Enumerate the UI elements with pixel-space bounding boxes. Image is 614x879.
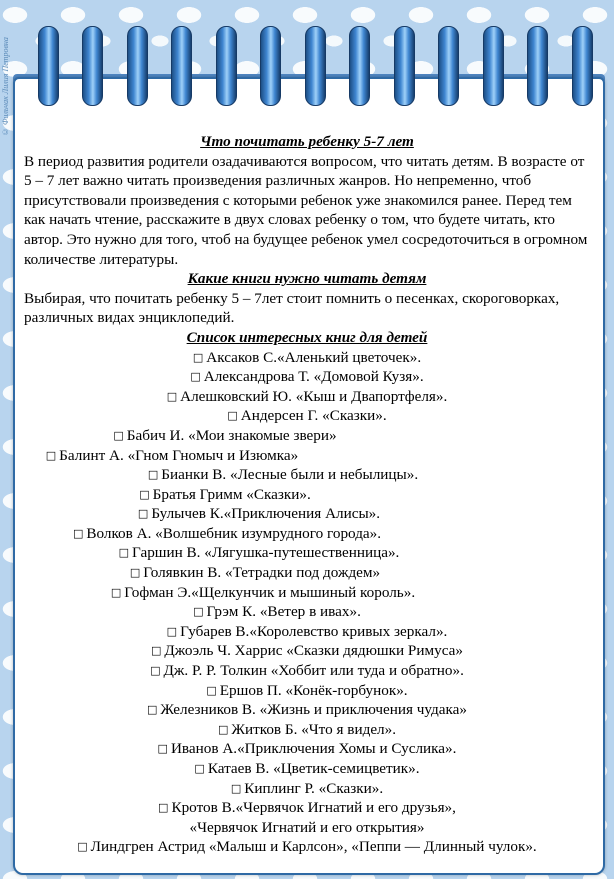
book-list-item bbox=[24, 661, 590, 681]
book-title: Голявкин В. «Тетрадки под дождем» bbox=[143, 564, 381, 582]
book-list-item bbox=[24, 739, 590, 759]
bullet-icon: □ bbox=[227, 409, 238, 423]
book-title: Бианки В. «Лесные были и небылицы». bbox=[161, 466, 419, 484]
book-list-item-continuation: «Червячок Игнатий и его открытия» bbox=[189, 818, 425, 836]
binding-ring bbox=[438, 26, 459, 106]
bullet-icon: □ bbox=[190, 370, 201, 384]
book-title: Джоэль Ч. Харрис «Сказки дядюшки Римуса» bbox=[164, 642, 463, 660]
bullet-icon: □ bbox=[206, 683, 217, 697]
book-list-item bbox=[0, 504, 542, 524]
book-list-item bbox=[24, 759, 590, 779]
binding-ring bbox=[260, 26, 281, 106]
bullet-icon: □ bbox=[150, 664, 161, 678]
binding-ring bbox=[305, 26, 326, 106]
bullet-icon: □ bbox=[129, 566, 141, 580]
book-list-item bbox=[0, 543, 542, 563]
bullet-icon: □ bbox=[139, 487, 150, 501]
heading-what-to-read: Что почитать ребенку 5-7 лет bbox=[200, 133, 414, 150]
book-list-item bbox=[0, 465, 566, 485]
bullet-icon: □ bbox=[192, 350, 204, 364]
binding-ring bbox=[171, 26, 192, 106]
book-title: Железников В. «Жизнь и приключения чудака» bbox=[160, 701, 467, 719]
book-list-item bbox=[24, 681, 590, 701]
bullet-icon: □ bbox=[230, 781, 242, 795]
book-list-item bbox=[24, 837, 590, 857]
book-title: Балинт А. «Гном Гномыч и Изюмка» bbox=[59, 446, 299, 464]
bullet-icon: □ bbox=[151, 644, 162, 658]
bullet-icon: □ bbox=[113, 428, 124, 442]
book-title: Гаршин В. «Лягушка-путешественница». bbox=[132, 544, 400, 562]
book-title: Кротов В.«Червячок Игнатий и его друзья», bbox=[171, 799, 456, 817]
book-list-item bbox=[0, 446, 455, 466]
book-list-item bbox=[24, 779, 590, 799]
book-title: Житков Б. «Что я видел». bbox=[231, 720, 397, 738]
book-list-item bbox=[24, 367, 590, 387]
bullet-icon: □ bbox=[77, 840, 88, 854]
binding-ring bbox=[38, 26, 59, 106]
book-title: Киплинг Р. «Сказки». bbox=[244, 779, 384, 797]
bullet-icon: □ bbox=[166, 389, 178, 403]
book-title: Александрова Т. «Домовой Кузя». bbox=[203, 368, 424, 386]
bullet-icon: □ bbox=[45, 448, 57, 462]
bullet-icon: □ bbox=[194, 762, 205, 775]
book-title: Грэм К. «Ветер в ивах». bbox=[206, 603, 361, 621]
book-list-item bbox=[0, 524, 510, 544]
bullet-icon: □ bbox=[137, 507, 149, 521]
page-content bbox=[24, 132, 590, 857]
bullet-icon: □ bbox=[147, 468, 159, 482]
binding-ring bbox=[394, 26, 415, 106]
book-list-item bbox=[24, 798, 590, 818]
book-list-item bbox=[24, 348, 590, 368]
binding-ring bbox=[527, 26, 548, 106]
bullet-icon: □ bbox=[147, 703, 158, 717]
bullet-icon: □ bbox=[217, 722, 229, 736]
book-title: Дж. Р. Р. Толкин «Хоббит или туда и обратно». bbox=[163, 662, 464, 680]
book-title: Иванов А.«Приключения Хомы и Суслика». bbox=[170, 740, 457, 758]
binding-ring bbox=[483, 26, 504, 106]
book-title: Губарев В.«Королевство кривых зеркал». bbox=[180, 622, 448, 640]
book-list-item bbox=[0, 602, 560, 622]
intro-paragraph: В период развития родители озадачиваются вопросом, что читать детям. В возрасте от 5 – 7 лет важно читать произведения различных жанров. Но непременно, чтоб присутствовали произведения с которыми ребенок уже знакомился ранее. Перед тем как начать чтение, расскажите в двух словах ребенку о том, что будете читать, кто автор. Это нужно для того, чтоб на будущее ребенок умел сосредоточиться в огромном количестве литературы. bbox=[24, 152, 588, 268]
book-title: Волков А. «Волшебник изумрудного города». bbox=[86, 524, 382, 542]
book-list-item bbox=[24, 406, 590, 426]
book-list-item bbox=[0, 426, 508, 446]
bullet-icon: □ bbox=[72, 526, 84, 540]
binding-ring bbox=[572, 26, 593, 106]
book-list bbox=[24, 348, 590, 857]
book-title: Алешковский Ю. «Кыш и Двапортфеля». bbox=[180, 387, 448, 405]
book-title: Гофман Э.«Щелкунчик и мышиный король». bbox=[124, 583, 416, 601]
heading-which-books: Какие книги нужно читать детям bbox=[187, 270, 427, 288]
book-list-item bbox=[24, 622, 590, 642]
bullet-icon: □ bbox=[166, 624, 178, 638]
heading-book-list: Список интересных книг для детей bbox=[186, 328, 428, 346]
book-list-item bbox=[0, 563, 538, 583]
binding-ring bbox=[82, 26, 103, 106]
book-title: Братья Гримм «Сказки». bbox=[152, 485, 311, 503]
bullet-icon: □ bbox=[110, 585, 122, 599]
book-list-item bbox=[24, 700, 590, 720]
advice-paragraph: Выбирая, что почитать ребенку 5 – 7лет стоит помнить о песенках, скороговорках, различных видах энциклопедий. bbox=[24, 289, 560, 327]
bullet-icon: □ bbox=[157, 742, 168, 756]
book-title: Андерсен Г. «Сказки». bbox=[240, 407, 387, 425]
binding-ring bbox=[216, 26, 237, 106]
binding-ring bbox=[127, 26, 148, 106]
book-title: Булычев К.«Приключения Алисы». bbox=[151, 505, 381, 523]
book-list-item bbox=[24, 641, 590, 661]
book-list-item bbox=[24, 387, 590, 407]
book-title: Линдгрен Астрид «Малыш и Карлсон», «Пеппи — Длинный чулок». bbox=[90, 838, 537, 856]
book-list-item bbox=[0, 583, 546, 603]
bullet-icon: □ bbox=[158, 801, 169, 815]
book-title: Бабич И. «Мои знакомые звери» bbox=[126, 426, 337, 444]
book-title: Аксаков С.«Аленький цветочек». bbox=[206, 348, 422, 366]
bullet-icon: □ bbox=[193, 605, 204, 619]
book-list-item bbox=[0, 485, 508, 505]
book-title: Ершов П. «Конёк-горбунок». bbox=[219, 681, 408, 699]
book-list-item bbox=[24, 720, 590, 740]
author-credit: © Фильчак Лилия Петровна bbox=[1, 37, 10, 136]
bullet-icon: □ bbox=[118, 546, 130, 560]
book-title: Катаев В. «Цветик-семицветик». bbox=[207, 760, 420, 777]
binding-ring bbox=[349, 26, 370, 106]
